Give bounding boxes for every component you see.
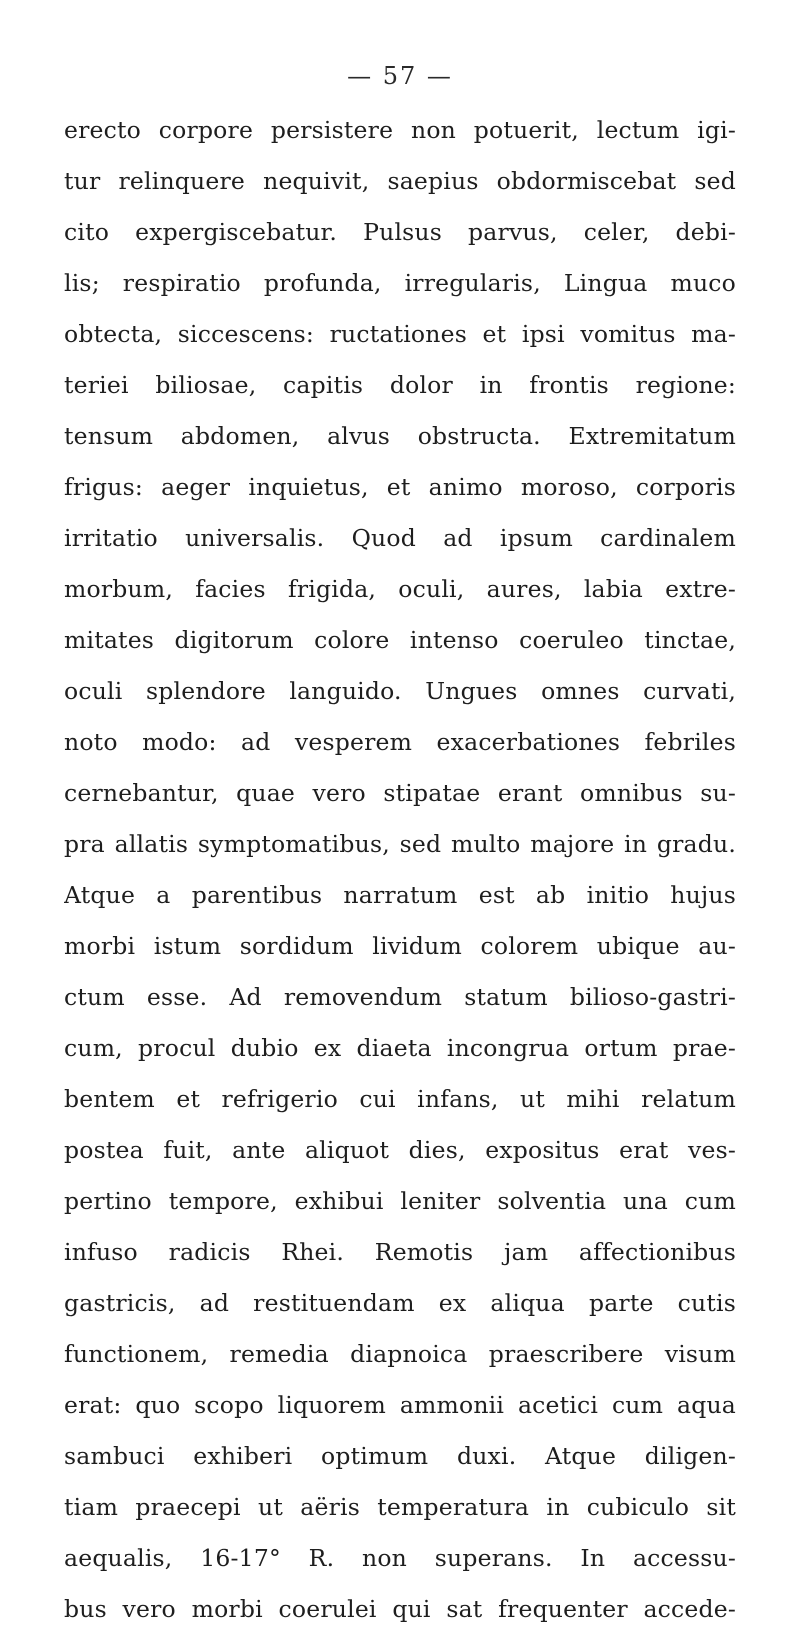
text-line: pertino tempore, exhibui leniter solventia una cum — [64, 1187, 736, 1215]
text-line: morbi istum sordidum lividum colorem ubique au- — [64, 932, 736, 960]
text-line: erat: quo scopo liquorem ammonii acetici cum aqua — [64, 1391, 736, 1419]
text-line: morbum, facies frigida, oculi, aures, labia extre- — [64, 575, 736, 603]
text-line: aequalis, 16-17° R. non superans. In accessu- — [64, 1544, 736, 1572]
text-line: noto modo: ad vesperem exacerbationes febriles — [64, 728, 736, 756]
text-line: bentem et refrigerio cui infans, ut mihi relatum — [64, 1085, 736, 1113]
body-text — [64, 105, 736, 1635]
text-line: mitates digitorum colore intenso coeruleo tinctae, — [64, 626, 736, 654]
text-line: irritatio universalis. Quod ad ipsum cardinalem — [64, 524, 736, 552]
text-line: tiam praecepi ut aëris temperatura in cubiculo sit — [64, 1493, 736, 1521]
text-line: sambuci exhiberi optimum duxi. Atque diligen- — [64, 1442, 736, 1470]
text-line: tur relinquere nequivit, saepius obdormiscebat sed — [64, 167, 736, 195]
text-line: teriei biliosae, capitis dolor in frontis regione: — [64, 371, 736, 399]
text-line: postea fuit, ante aliquot dies, expositus erat ves- — [64, 1136, 736, 1164]
text-line: functionem, remedia diapnoica praescribere visum — [64, 1340, 736, 1368]
text-line: cernebantur, quae vero stipatae erant omnibus su- — [64, 779, 736, 807]
text-line: erecto corpore persistere non potuerit, lectum igi- — [64, 116, 736, 144]
text-line: cito expergiscebatur. Pulsus parvus, celer, debi- — [64, 218, 736, 246]
text-line: Atque a parentibus narratum est ab initio hujus — [64, 881, 736, 909]
text-line: pra allatis symptomatibus, sed multo majore in gradu. — [64, 830, 736, 858]
text-line: tensum abdomen, alvus obstructa. Extremitatum — [64, 422, 736, 450]
text-line: bus vero morbi coerulei qui sat frequenter accede- — [64, 1595, 736, 1623]
text-line: infuso radicis Rhei. Remotis jam affectionibus — [64, 1238, 736, 1266]
text-line: frigus: aeger inquietus, et animo moroso, corporis — [64, 473, 736, 501]
page-number: — 57 — — [347, 62, 453, 90]
text-line: ctum esse. Ad removendum statum bilioso-gastri- — [64, 983, 736, 1011]
text-line: oculi splendore languido. Ungues omnes curvati, — [64, 677, 736, 705]
text-line: cum, procul dubio ex diaeta incongrua ortum prae- — [64, 1034, 736, 1062]
text-line: gastricis, ad restituendam ex aliqua parte cutis — [64, 1289, 736, 1317]
text-line: lis; respiratio profunda, irregularis, Lingua muco — [64, 269, 736, 297]
text-line: obtecta, siccescens: ructationes et ipsi vomitus ma- — [64, 320, 736, 348]
